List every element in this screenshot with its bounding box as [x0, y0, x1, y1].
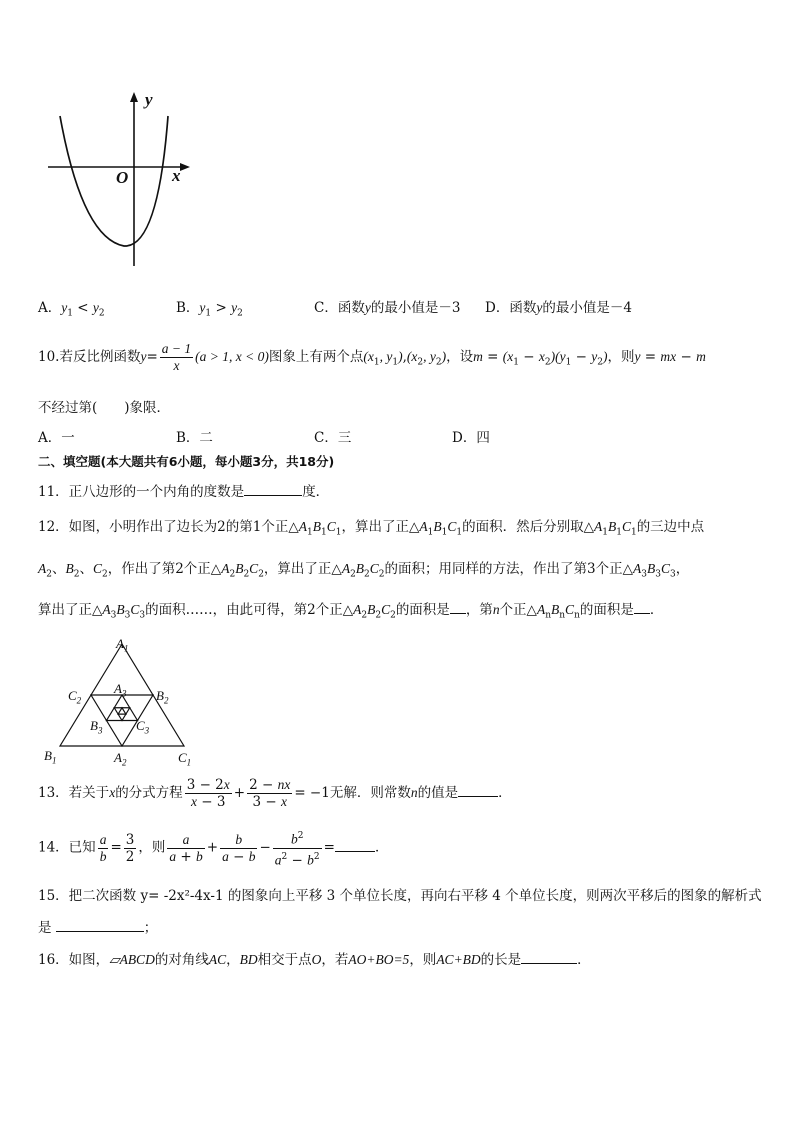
q10-option-c: C．三: [314, 430, 352, 446]
label-a1: $A_1$: [116, 636, 129, 654]
q13-blank[interactable]: [458, 784, 498, 797]
q9-option-d: D．函数y的最小值是－4: [485, 300, 632, 316]
section-heading: 二、填空题(本大题共有6小题，每小题3分，共18分): [38, 454, 335, 469]
q9-options: [38, 296, 105, 319]
q12-blank-2[interactable]: [634, 601, 650, 614]
q12-line2: $A_2$、$B_2$、$C_2$，作出了第2个正$\triangle A_2B_2C_2$，算出了正$\triangle A_2B_2C_2$的面积；用同样的方法，作出了第3个正$\triangle A_3B_3C_3$，: [38, 561, 690, 580]
label-b2: $B_2$: [156, 688, 169, 706]
q10-line1: 10.若反比例函数y= $\frac{a - 1}{x}$ (a > 1, x < 0)图象上有两个点($x_1$, $y_1),(x_2$, $y_2$)，设$m = (x_1 - x_2)(y_1 - y_2)$，则y = mx − m: [38, 341, 706, 373]
label-c3: $C_3$: [136, 718, 150, 736]
label-a2: $A_2$: [114, 750, 127, 768]
q15-line2: 是 ；: [38, 920, 158, 936]
q14-blank[interactable]: [335, 839, 375, 852]
q10-option-a: A．一: [38, 430, 75, 446]
q9-option-a: A．$y_1 < y_2$: [38, 300, 105, 319]
q15-blank[interactable]: [56, 919, 144, 932]
q13: 13．若关于x的分式方程 $\frac{3 - 2x}{x - 3}$ + $\frac{2 - nx}{3 - x}$ = −1无解．则常数n的值是 ．: [38, 777, 512, 810]
q14: 14．已知 $\frac{a}{b}$ = $\frac{3}{2}$ ，则 $\frac{a}{a + b}$ + $\frac{b}{a - b}$ − $\frac{b^2}{a^2 - b^2}$ = ．: [38, 828, 388, 868]
label-c2: $C_2$: [68, 688, 82, 706]
q12-line3: 算出了正$\triangle A_3B_3C_3$的面积……，由此可得，第2个正$\triangle A_2B_2C_2$的面积是 ，第n个正$\triangle A_nB_nC_n$的面积是 ．: [38, 602, 664, 621]
q10-line2: 不经过第( )象限．: [38, 400, 171, 416]
label-c1: $C_1$: [178, 750, 192, 768]
label-a3: $A_3$: [114, 681, 127, 699]
label-b3: $B_3$: [90, 718, 103, 736]
q10-option-b: B．二: [176, 430, 213, 446]
origin-label: O: [116, 168, 129, 187]
q9-option-b: B．$y_1 > y_2$: [176, 300, 243, 319]
label-b1: $B_1$: [44, 748, 57, 766]
q11: 11．正八边形的一个内角的度数是 度．: [38, 484, 330, 500]
q9-option-c: C．函数y的最小值是－3: [314, 300, 461, 316]
q15-line1: 15．把二次函数 y= -2x²-4x-1 的图象向上平移 3 个单位长度，再向右平移 4 个单位长度，则两次平移后的图象的解析式: [38, 888, 762, 904]
q12-blank-1[interactable]: [450, 601, 466, 614]
q11-blank[interactable]: [244, 483, 302, 496]
q10-option-d: D．四: [452, 430, 490, 446]
q16: 16．如图，▱ABCD的对角线AC，BD相交于点O，若AO+BO=5，则AC+BD的长是 ．: [38, 952, 591, 968]
y-axis-label: y: [145, 90, 153, 109]
x-axis-label: x: [172, 166, 181, 185]
q12-line1: 12．如图，小明作出了边长为2的第1个正$\triangle A_1B_1C_1$，算出了正$\triangle A_1B_1C_1$的面积．然后分别取$\triangle A_1B_1C_1$的三边中点: [38, 519, 705, 538]
q16-blank[interactable]: [521, 951, 577, 964]
